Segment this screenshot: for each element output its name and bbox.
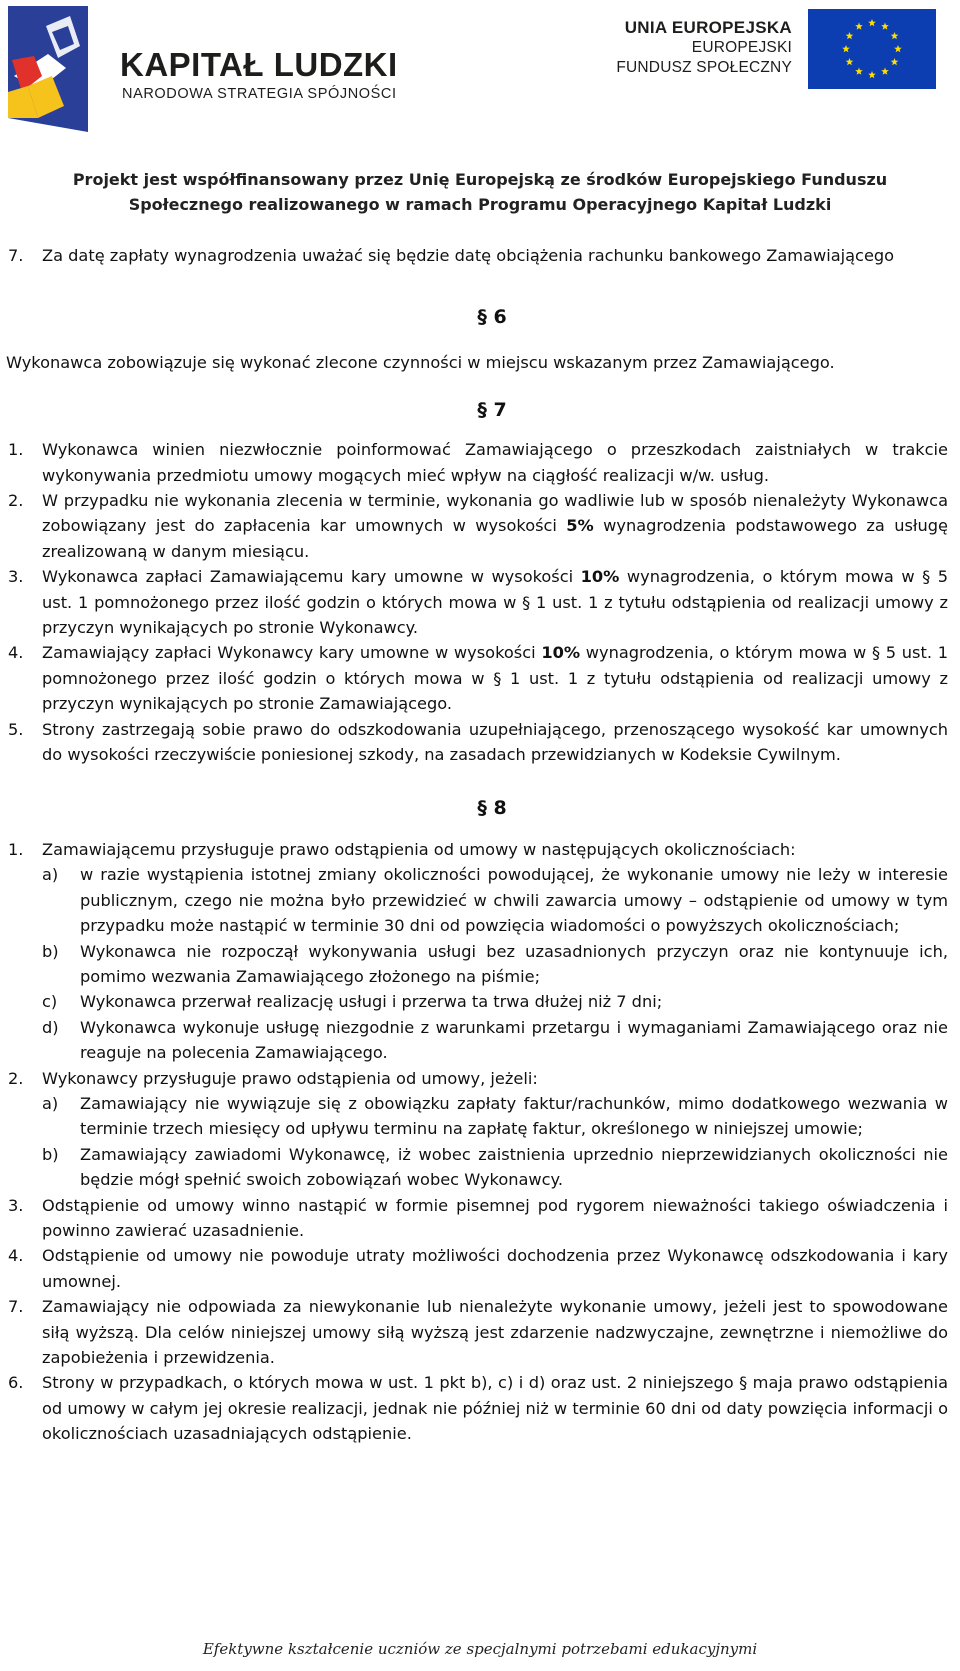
cofinancing-notice <box>0 167 960 217</box>
s7-item-4 <box>0 640 960 716</box>
section-8-title: § 8 <box>477 796 507 819</box>
text-part: wynagrodzenia, o którym mowa w § 5 ust. 1 pomnożonego przez ilość godzin o których mowa w § 1 ust. 1 z tytułu odstąpienia od realizacji umowy z przyczyn wynikających po stronie Wykonawcy. <box>42 567 948 638</box>
item-number: 4. <box>8 643 24 663</box>
item-number: 2. <box>8 1068 24 1088</box>
item-number: 2. <box>8 491 24 511</box>
item-number: 3. <box>8 1195 24 1215</box>
logo-title: KAPITAŁ LUDZKI <box>120 46 398 83</box>
item-text <box>42 564 948 640</box>
text-part: wynagrodzenia podstawowego za usługę zrealizowaną w danym miesiącu. <box>42 516 948 561</box>
item-number: 7. <box>8 246 24 265</box>
section-6-text: Wykonawca zobowiązuje się wykonać zlecone czynności w miejscu wskazanym przez Zamawiającego. <box>6 353 835 373</box>
eu-text-block <box>616 18 792 78</box>
item-number: 4. <box>8 1246 24 1266</box>
section-6-title: § 6 <box>477 306 507 328</box>
item-text: Strony zastrzegają sobie prawo do odszkodowania uzupełniającego, przenoszącego wysokość kar umownych do wysokości rzeczywiście poniesionej szkody, na zasadach przewidzianych w Kodeksie Cywilnym. <box>42 719 948 765</box>
text-part: Wykonawca zapłaci Zamawiającemu kary umowne w wysokości <box>42 567 581 587</box>
item-text: Za datę zapłaty wynagrodzenia uważać się będzie datę obciążenia rachunku bankowego Zamawiającego <box>42 246 895 265</box>
sub-letter: c) <box>42 992 58 1012</box>
s8-item-2 <box>0 1066 960 1091</box>
kapital-ludzki-logo-icon <box>8 6 88 132</box>
sub-letter: a) <box>42 1093 59 1113</box>
penalty-percent: 10% <box>541 643 581 663</box>
sub-text: Wykonawca przerwał realizację usługi i przerwa ta trwa dłużej niż 7 dni; <box>80 992 663 1012</box>
s8-item-7 <box>0 1294 960 1370</box>
s8-2-sub-b <box>0 1142 960 1193</box>
cofinancing-line-1: Projekt jest współfinansowany przez Unię Europejską ze środków Europejskiego Funduszu <box>72 170 888 189</box>
item-text <box>42 488 948 564</box>
eu-flag-icon <box>808 9 936 89</box>
item-text: Odstąpienie od umowy nie powoduje utraty możliwości dochodzenia przez Wykonawcę odszkodowania i kary umownej. <box>42 1246 948 1291</box>
penalty-percent: 10% <box>580 567 620 587</box>
eu-line-3: FUNDUSZ SPOŁECZNY <box>616 59 792 76</box>
item-text <box>42 640 948 716</box>
sub-letter: d) <box>42 1017 59 1037</box>
sub-text: w razie wystąpienia istotnej zmiany okoliczności powodującej, że wykonanie umowy nie leży w interesie publicznym, czego nie można było przewidzieć w chwili zawarcia umowy – odstąpienie od umowy w tym przypadku może nastąpić w terminie 30 dni od powzięcia wiadomości o powyższych okolicznościach; <box>80 865 948 936</box>
page-header <box>0 0 960 140</box>
s7-item-3 <box>0 564 960 640</box>
item-text: Odstąpienie od umowy winno nastąpić w formie pisemnej pod rygorem nieważności takiego oświadczenia i powinno zawierać uzasadnienie. <box>42 1195 948 1240</box>
section-7-title: § 7 <box>477 398 507 421</box>
s8-item-6 <box>0 1370 960 1446</box>
cofinancing-line-2: Społecznego realizowanego w ramach Programu Operacyjnego Kapitał Ludzki <box>128 195 832 214</box>
sub-text: Wykonawca nie rozpoczął wykonywania usługi bez uzasadnionych przyczyn oraz nie kontynuuje ich, pomimo wezwania Zamawiającego złożonego na piśmie; <box>80 941 948 986</box>
s7-item-5 <box>0 717 960 768</box>
item-number: 1. <box>8 440 24 460</box>
item-number: 7. <box>8 1297 24 1317</box>
logo-subtitle: NARODOWA STRATEGIA SPÓJNOŚCI <box>122 86 397 102</box>
s8-1-sub-a <box>0 862 960 938</box>
s8-item-4 <box>0 1243 960 1294</box>
item-number: 5. <box>8 719 24 739</box>
sub-letter: b) <box>42 941 59 961</box>
sub-text: Wykonawca wykonuje usługę niezgodnie z warunkami przetargu i wymaganiami Zamawiającego oraz nie reaguje na polecenia Zamawiającego. <box>80 1017 948 1063</box>
item-text: Wykonawcy przysługuje prawo odstąpienia od umowy, jeżeli: <box>42 1068 538 1088</box>
s8-1-sub-b <box>0 939 960 990</box>
item-text: Wykonawca winien niezwłocznie poinformować Zamawiającego o przeszkodach zaistniałych w trakcie wykonywania przedmiotu umowy mogących mieć wpływ na ciągłość realizacji w/w. usług. <box>42 440 948 485</box>
sub-text: Zamawiający zawiadomi Wykonawcę, iż wobec zaistnienia uprzednio nieprzewidzianych okoliczności nie będzie mógł spełnić swoich zobowiązań wobec Wykonawcy. <box>80 1144 948 1190</box>
sub-letter: a) <box>42 865 59 885</box>
s7-item-1 <box>0 437 960 488</box>
item-number: 6. <box>8 1373 24 1393</box>
document-body <box>0 243 960 1447</box>
s8-2-sub-a <box>0 1091 960 1142</box>
text-part: Zamawiający zapłaci Wykonawcy kary umowne w wysokości <box>42 643 542 663</box>
item-number: 3. <box>8 567 24 587</box>
eu-line-1: UNIA EUROPEJSKA <box>624 18 792 37</box>
s8-1-sub-d <box>0 1015 960 1066</box>
item-number: 1. <box>8 839 24 859</box>
s8-item-1 <box>0 837 960 862</box>
sub-letter: b) <box>42 1144 59 1164</box>
paragraph-7 <box>0 243 960 293</box>
item-text: Zamawiającemu przysługuje prawo odstąpienia od umowy w następujących okolicznościach: <box>42 839 796 859</box>
text-part: W przypadku nie wykonania zlecenia w terminie, wykonania go wadliwie lub w sposób nienależyty Wykonawca zobowiązany jest do zapłacenia kar umownych w wysokości <box>42 491 948 536</box>
item-text: Strony w przypadkach, o których mowa w ust. 1 pkt b), c) i d) oraz ust. 2 niniejszego § maja prawo odstąpienia od umowy w całym jej okresie realizacji, jednak nie później niż w terminie 60 dni od daty powzięcia informacji o okolicznościach uzasadniających odstąpienie. <box>42 1373 948 1444</box>
text-part: wynagrodzenia, o którym mowa w § 5 ust. 1 pomnożonego przez ilość godzin o których mowa w § 1 ust. 1 z tytułu odstąpienia od realizacji umowy z przyczyn wynikających po stronie Zamawiającego. <box>42 643 948 714</box>
s7-item-2 <box>0 488 960 564</box>
item-text: Zamawiający nie odpowiada za niewykonanie lub nienależyte wykonanie umowy, jeżeli jest to spowodowane siłą wyższą. Dla celów niniejszej umowy siłą wyższą jest zdarzenie nadzwyczajne, zewnętrzne i niemożliwe do zapobieżenia i przewidzenia. <box>42 1297 948 1368</box>
penalty-percent: 5% <box>566 516 594 536</box>
eu-line-2: EUROPEJSKI <box>691 39 792 56</box>
s8-1-sub-c <box>0 989 960 1014</box>
page-footer: Efektywne kształcenie uczniów ze specjalnymi potrzebami edukacyjnymi <box>202 1640 758 1658</box>
s8-item-3 <box>0 1193 960 1244</box>
sub-text: Zamawiający nie wywiązuje się z obowiązku zapłaty faktur/rachunków, mimo dodatkowego wezwania w terminie trzech miesięcy od upływu terminu na zapłatę faktur, określonego w niniejszej umowie; <box>80 1093 948 1139</box>
